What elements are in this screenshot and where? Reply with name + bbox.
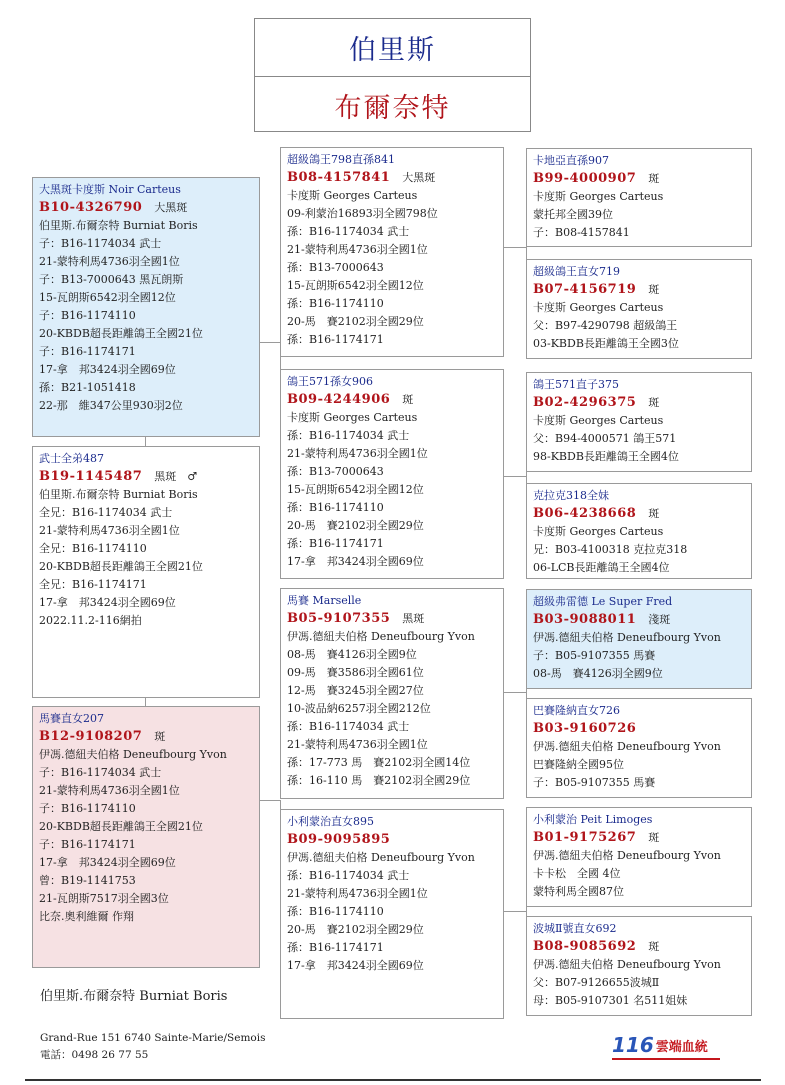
pedigree-line: 孫：16-110 馬 賽2102羽全國29位 (287, 774, 471, 787)
card-lines (533, 412, 745, 466)
card-title: 武士全弟487 (39, 452, 104, 465)
card-lines (287, 187, 497, 349)
ring-number: B05-9107355 黑斑 (287, 611, 425, 626)
g3-card-1 (526, 148, 752, 247)
pedigree-line: 父：B94-4000571 鴿王571 (533, 432, 677, 445)
pedigree-line: 子：B16-1174110 (39, 802, 136, 815)
pedigree-line: 10-波品納6257羽全國212位 (287, 702, 431, 715)
pedigree-line: 子：B05-9107355 馬賽 (533, 776, 656, 789)
card-title: 卡地亞直孫907 (533, 154, 609, 167)
footer-divider (25, 1079, 761, 1081)
card-title: 超級鴿王798直孫841 (287, 153, 395, 166)
pedigree-line: 21-瓦朗斯7517羽全國3位 (39, 892, 169, 905)
g2-card-4 (280, 809, 504, 1019)
card-title: 大黑斑卡度斯 Noir Carteus (39, 183, 181, 196)
card-title: 小利蒙治 Peit Limoges (533, 813, 653, 826)
ring-number: B12-9108207 斑 (39, 729, 166, 744)
card-title: 小利蒙治直女895 (287, 815, 374, 828)
site-logo (612, 1029, 724, 1057)
pedigree-line: 孫：B16-1174110 (287, 297, 384, 310)
logo-number: 116 (612, 1033, 654, 1057)
pedigree-line: 孫：B16-1174034 武士 (287, 720, 410, 733)
pedigree-line: 伊馮.德紐夫伯格 Deneufbourg Yvon (287, 851, 475, 864)
pedigree-line: 伊馮.德紐夫伯格 Deneufbourg Yvon (39, 748, 227, 761)
pedigree-line: 卡卡松 全國 4位 (533, 867, 621, 880)
card-title: 馬賽 Marselle (287, 594, 362, 607)
self-card (32, 446, 260, 698)
pedigree-line: 98-KBDB長距離鴿王全國4位 (533, 450, 679, 463)
pedigree-line: 孫：B16-1174171 (287, 941, 384, 954)
pedigree-line: 21-蒙特利馬4736羽全國1位 (39, 784, 180, 797)
pedigree-line: 孫：B16-1174171 (287, 537, 384, 550)
pedigree-line: 21-蒙特利馬4736羽全國1位 (287, 738, 428, 751)
ring-number: B01-9175267 斑 (533, 830, 660, 845)
pedigree-line: 孫：B21-1051418 (39, 381, 136, 394)
pedigree-line: 08-馬 賽4126羽全國9位 (287, 648, 417, 661)
pedigree-line: 17-拿 邦3424羽全國69位 (287, 959, 424, 972)
pedigree-line: 17-拿 邦3424羽全國69位 (287, 555, 424, 568)
pedigree-line: 21-蒙特利馬4736羽全國1位 (287, 447, 428, 460)
g2-card-1 (280, 147, 504, 357)
pedigree-line: 孫：B16-1174034 武士 (287, 429, 410, 442)
pedigree-line: 15-瓦朗斯6542羽全國12位 (287, 279, 424, 292)
dam-card (32, 706, 260, 968)
pedigree-line: 伯里斯.布爾奈特 Burniat Boris (39, 219, 198, 232)
pedigree-line: 伊馮.德紐夫伯格 Deneufbourg Yvon (287, 630, 475, 643)
pedigree-line: 21-蒙特利馬4736羽全國1位 (287, 887, 428, 900)
connector-g2-2 (504, 476, 526, 477)
color: 斑 (154, 730, 166, 743)
connector-self-dam (145, 698, 146, 706)
pedigree-line: 全兄：B16-1174034 武士 (39, 506, 173, 519)
pedigree-line: 孫：B16-1174110 (287, 501, 384, 514)
pedigree-line: 20-KBDB超長距離鴿王全國21位 (39, 820, 203, 833)
pedigree-line: 兄：B03-4100318 克拉克318 (533, 543, 688, 556)
pedigree-line: 子：B16-1174110 (39, 309, 136, 322)
pedigree-line: 21-蒙特利馬4736羽全國1位 (287, 243, 428, 256)
pedigree-line: 子：B16-1174171 (39, 345, 136, 358)
card-lines (533, 956, 745, 1010)
pedigree-line: 03-KBDB長距離鴿王全國3位 (533, 337, 679, 350)
color: 斑 (648, 507, 660, 520)
pedigree-line: 孫：17-773 馬 賽2102羽全國14位 (287, 756, 471, 769)
card-lines (39, 217, 253, 415)
color: 斑 (648, 396, 660, 409)
ring-number: B09-9095895 (287, 832, 391, 847)
pedigree-line: 15-瓦朗斯6542羽全國12位 (39, 291, 176, 304)
pedigree-line: 20-馬 賽2102羽全國29位 (287, 923, 424, 936)
connector-g2-4-v (526, 907, 527, 916)
card-lines (533, 523, 745, 577)
card-lines (533, 299, 745, 353)
color: 黑斑 ♂ (154, 470, 198, 483)
card-lines (533, 629, 745, 683)
card-lines (39, 746, 253, 926)
connector-g2-2-v (526, 472, 527, 483)
pedigree-line: 全兄：B16-1174110 (39, 542, 147, 555)
pedigree-line: 伯里斯.布爾奈特 Burniat Boris (39, 488, 198, 501)
pedigree-line: 孫：B16-1174110 (287, 905, 384, 918)
card-lines (287, 409, 497, 571)
connector-g2-1 (504, 247, 526, 248)
pedigree-line: 22-那 維347公里930羽2位 (39, 399, 183, 412)
g3-card-7 (526, 807, 752, 907)
pedigree-line: 子：B08-4157841 (533, 226, 630, 239)
pedigree-line: 卡度斯 Georges Carteus (287, 411, 418, 424)
color: 斑 (648, 172, 660, 185)
connector-g2-4 (504, 911, 526, 912)
connector-g2-1-v (526, 247, 527, 259)
ring-number: B03-9160726 (533, 721, 637, 736)
color: 淺斑 (648, 613, 671, 626)
color: 大黑斑 (154, 201, 188, 214)
card-lines (287, 628, 497, 790)
pedigree-line: 08-馬 賽4126羽全國9位 (533, 667, 663, 680)
pedigree-line: 子：B16-1174171 (39, 838, 136, 851)
pedigree-line: 孫：B13-7000643 (287, 261, 384, 274)
g2-card-2 (280, 369, 504, 579)
pedigree-line: 20-KBDB超長距離鴿王全國21位 (39, 560, 203, 573)
ring-number: B99-4000907 斑 (533, 171, 660, 186)
pedigree-line: 孫：B16-1174034 武士 (287, 869, 410, 882)
contact-info (40, 1030, 265, 1064)
connector-g2-3 (504, 692, 526, 693)
ring-number: B06-4238668 斑 (533, 506, 660, 521)
pedigree-line: 卡度斯 Georges Carteus (533, 301, 664, 314)
ring-number: B02-4296375 斑 (533, 395, 660, 410)
address: Grand-Rue 151 6740 Sainte-Marie/Semois (40, 1032, 266, 1044)
pedigree-line: 卡度斯 Georges Carteus (533, 525, 664, 538)
pedigree-line: 孫：B13-7000643 (287, 465, 384, 478)
color: 斑 (648, 283, 660, 296)
pedigree-line: 伊馮.德紐夫伯格 Deneufbourg Yvon (533, 631, 721, 644)
ring-number: B03-9088011 淺斑 (533, 612, 671, 627)
connector-sire-sire (260, 342, 280, 343)
connector-sire-self (145, 437, 146, 446)
connector-dam-sire (260, 800, 280, 801)
color: 大黑斑 (402, 171, 436, 184)
pedigree-line: 21-蒙特利馬4736羽全國1位 (39, 524, 180, 537)
pedigree-line: 卡度斯 Georges Carteus (533, 414, 664, 427)
card-title: 鴿王571孫女906 (287, 375, 373, 388)
card-title: 克拉克318全妹 (533, 489, 609, 502)
g2-card-3 (280, 588, 504, 799)
pedigree-line: 12-馬 賽3245羽全國27位 (287, 684, 424, 697)
ring-number: B09-4244906 斑 (287, 392, 414, 407)
pedigree-line: 伊馮.德紐夫伯格 Deneufbourg Yvon (533, 958, 721, 971)
owner-signature: 伯里斯.布爾奈特 Burniat Boris (40, 989, 228, 1004)
pedigree-line: 06-LCB長距離鴿王全國4位 (533, 561, 670, 574)
ring-number: B19-1145487 黑斑 ♂ (39, 469, 198, 484)
connector-dam-bracket (280, 800, 281, 809)
owner-name-title: 伯里斯 (255, 19, 530, 77)
ring-number: B08-9085692 斑 (533, 939, 660, 954)
ring-number: B10-4326790 大黑斑 (39, 200, 188, 215)
card-lines (287, 849, 497, 975)
card-title: 超級弗雷德 Le Super Fred (533, 595, 673, 608)
pedigree-line: 蒙托邦全國39位 (533, 208, 613, 221)
g3-card-6 (526, 698, 752, 798)
card-title: 超級鴿王直女719 (533, 265, 620, 278)
color: 黑斑 (402, 612, 425, 625)
pedigree-line: 17-拿 邦3424羽全國69位 (39, 596, 176, 609)
card-title: 巴賽隆納直女726 (533, 704, 620, 717)
sire-card (32, 177, 260, 437)
pedigree-line: 15-瓦朗斯6542羽全國12位 (287, 483, 424, 496)
pedigree-line: 17-拿 邦3424羽全國69位 (39, 856, 176, 869)
pedigree-line: 伊馮.德紐夫伯格 Deneufbourg Yvon (533, 849, 721, 862)
color: 斑 (648, 940, 660, 953)
logo-underline (612, 1058, 720, 1060)
g3-card-5 (526, 589, 752, 689)
color: 斑 (402, 393, 414, 406)
card-title: 馬賽直女207 (39, 712, 104, 725)
pedigree-line: 伊馮.德紐夫伯格 Deneufbourg Yvon (533, 740, 721, 753)
pedigree-line: 20-馬 賽2102羽全國29位 (287, 315, 424, 328)
title-box (254, 18, 531, 132)
card-title: 鴿王571直子375 (533, 378, 619, 391)
phone: 電話：0498 26 77 55 (40, 1049, 149, 1061)
pedigree-line: 巴賽隆納全國95位 (533, 758, 624, 771)
pedigree-line: 20-KBDB超長距離鴿王全國21位 (39, 327, 203, 340)
pedigree-line: 蒙特利馬全國87位 (533, 885, 624, 898)
pedigree-line: 比奈.奧利維爾 作翔 (39, 910, 134, 923)
pedigree-line: 子：B16-1174034 武士 (39, 766, 162, 779)
ring-number: B07-4156719 斑 (533, 282, 660, 297)
card-lines (533, 738, 745, 792)
card-lines (533, 847, 745, 901)
pedigree-line: 孫：B16-1174034 武士 (287, 225, 410, 238)
pedigree-line: 子：B13-7000643 黑瓦朗斯 (39, 273, 184, 286)
pedigree-line: 2022.11.2-116網拍 (39, 614, 142, 627)
pedigree-line: 子：B16-1174034 武士 (39, 237, 162, 250)
ring-number: B08-4157841 大黑斑 (287, 170, 436, 185)
card-title: 波城Ⅱ號直女692 (533, 922, 617, 935)
pedigree-line: 09-利蒙治16893羽全國798位 (287, 207, 438, 220)
pedigree-line: 父：B97-4290798 超級鴿王 (533, 319, 678, 332)
pedigree-line: 全兄：B16-1174171 (39, 578, 147, 591)
pedigree-line: 20-馬 賽2102羽全國29位 (287, 519, 424, 532)
pedigree-line: 09-馬 賽3586羽全國61位 (287, 666, 424, 679)
pedigree-line: 父：B07-9126655波城Ⅱ (533, 976, 660, 989)
g3-card-4 (526, 483, 752, 579)
connector-g2-3-v (526, 689, 527, 698)
pedigree-line: 母：B05-9107301 名511姐妹 (533, 994, 688, 1007)
g3-card-2 (526, 259, 752, 359)
logo-text: 雲端血統 (655, 1040, 708, 1055)
owner-surname-title: 布爾奈特 (334, 92, 451, 124)
color: 斑 (648, 831, 660, 844)
pedigree-line: 卡度斯 Georges Carteus (533, 190, 664, 203)
pedigree-line: 卡度斯 Georges Carteus (287, 189, 418, 202)
pedigree-line: 孫：B16-1174171 (287, 333, 384, 346)
card-lines (39, 486, 253, 630)
pedigree-line: 21-蒙特利馬4736羽全國1位 (39, 255, 180, 268)
g3-card-3 (526, 372, 752, 472)
card-lines (533, 188, 745, 242)
pedigree-line: 子：B05-9107355 馬賽 (533, 649, 656, 662)
pedigree-line: 17-拿 邦3424羽全國69位 (39, 363, 176, 376)
pedigree-line: 曾：B19-1141753 (39, 874, 136, 887)
g3-card-8 (526, 916, 752, 1016)
